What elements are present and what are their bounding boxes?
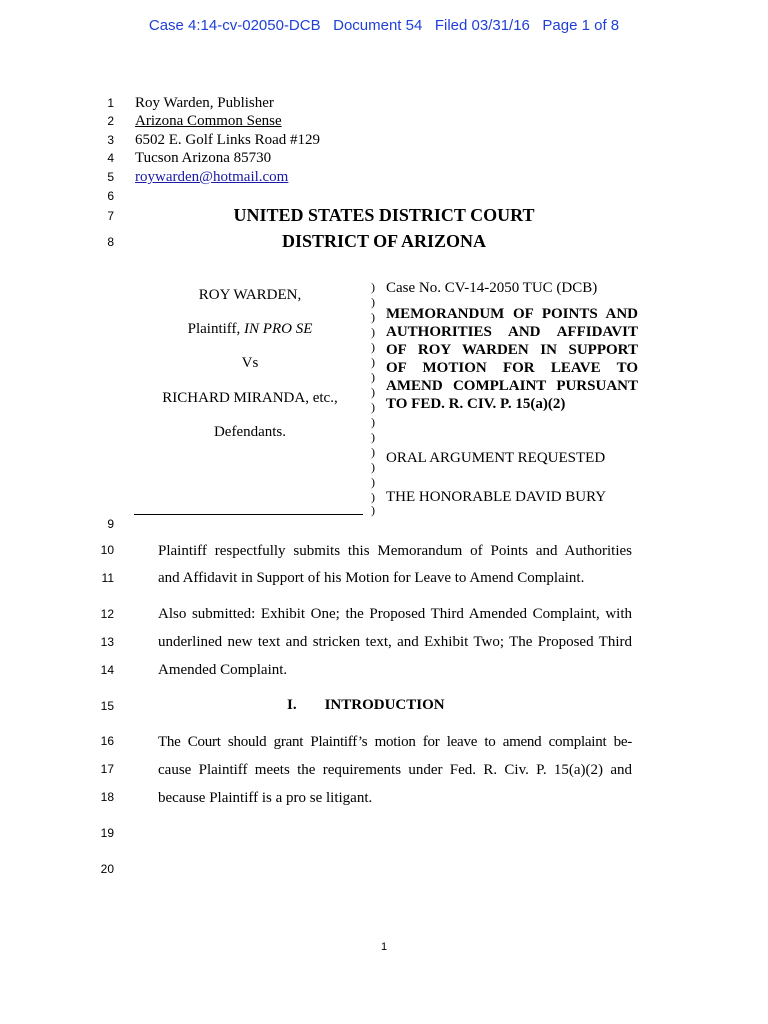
memo-title-line: OF ROY WARDEN IN SUPPORT	[386, 342, 638, 358]
plaintiff-role-text: Plaintiff,	[187, 321, 245, 337]
caption-paren: )	[371, 325, 375, 339]
section-number: I.	[287, 697, 297, 713]
caption-paren: )	[371, 385, 375, 399]
line-number: 12	[100, 607, 114, 621]
court-district: DISTRICT OF ARIZONA	[281, 231, 487, 251]
caption-paren: )	[371, 355, 375, 369]
paragraph-3-line-3: because Plaintiff is a pro se litigant.	[158, 790, 373, 806]
caption-paren: )	[371, 295, 375, 309]
section-title: INTRODUCTION	[324, 697, 445, 713]
caption-paren: )	[371, 310, 375, 324]
page-number: 1	[380, 941, 388, 953]
paragraph-2-line-3: Amended Complaint.	[158, 662, 288, 678]
line-number: 9	[107, 517, 114, 531]
plaintiff-role	[134, 321, 366, 338]
caption-paren: )	[371, 280, 375, 294]
paragraph-1-line-2: and Affidavit in Support of his Motion for Leave to Amend Complaint.	[158, 570, 585, 586]
caption-paren: )	[371, 370, 375, 384]
line-number: 13	[100, 635, 114, 649]
paragraph-2-line-1: Also submitted: Exhibit One; the Proposed Third Amended Complaint, with	[158, 606, 632, 622]
line-number: 3	[107, 133, 114, 147]
line-number: 2	[107, 114, 114, 128]
line-number: 11	[101, 571, 114, 585]
publication-link[interactable]: Arizona Common Sense	[135, 113, 282, 129]
memo-title-line: OF MOTION FOR LEAVE TO	[386, 360, 638, 376]
caption-paren: )	[371, 490, 375, 504]
email-link[interactable]: roywarden@hotmail.com	[135, 169, 289, 185]
line-number: 16	[100, 734, 114, 748]
line-number: 14	[100, 663, 114, 677]
caption-paren: )	[371, 400, 375, 414]
caption-paren: )	[371, 475, 375, 489]
paragraph-3-line-1: The Court should grant Plaintiff’s motion for leave to amend complaint be-	[158, 734, 632, 750]
versus: Vs	[241, 355, 259, 371]
judge-name: THE HONORABLE DAVID BURY	[386, 489, 607, 505]
caption-paren: )	[371, 503, 375, 517]
caption-paren: )	[371, 460, 375, 474]
line-number: 5	[107, 170, 114, 184]
memorandum-title	[386, 305, 638, 413]
caption-rule	[134, 514, 363, 515]
author-address-line2: Tucson Arizona 85730	[135, 150, 272, 166]
plaintiff-name: ROY WARDEN,	[198, 287, 302, 303]
line-number: 20	[100, 862, 114, 876]
section-heading	[287, 697, 445, 714]
memo-title-line: TO FED. R. CIV. P. 15(a)(2)	[386, 396, 566, 412]
line-number: 6	[107, 189, 114, 203]
oral-argument: ORAL ARGUMENT REQUESTED	[386, 450, 606, 466]
line-number: 18	[100, 790, 114, 804]
paragraph-1-line-1: Plaintiff respectfully submits this Memorandum of Points and Authorities	[158, 543, 632, 559]
line-number: 17	[100, 762, 114, 776]
memo-title-line: MEMORANDUM OF POINTS AND	[386, 306, 638, 322]
line-number: 4	[107, 151, 114, 165]
defendant-role: Defendants.	[213, 424, 287, 440]
case-number: Case No. CV-14-2050 TUC (DCB)	[386, 280, 598, 296]
memo-title-line: AUTHORITIES AND AFFIDAVIT	[386, 324, 638, 340]
case-header: Case 4:14-cv-02050-DCB Document 54 Filed 03/31/16 Page 1 of 8	[148, 17, 620, 34]
memo-title-line: AMEND COMPLAINT PURSUANT	[386, 378, 638, 394]
paragraph-3-line-2: cause Plaintiff meets the requirements under Fed. R. Civ. P. 15(a)(2) and	[158, 762, 632, 778]
plaintiff-role-italic: IN PRO SE	[244, 321, 313, 337]
line-number: 1	[107, 96, 114, 110]
author-address-line1: 6502 E. Golf Links Road #129	[135, 132, 320, 148]
caption-paren: )	[371, 340, 375, 354]
court-name: UNITED STATES DISTRICT COURT	[233, 205, 535, 225]
line-number: 19	[100, 826, 114, 840]
paragraph-2-line-2: underlined new text and stricken text, and Exhibit Two; The Proposed Third	[158, 634, 632, 650]
defendant-name: RICHARD MIRANDA, etc.,	[162, 390, 338, 406]
caption-paren: )	[371, 415, 375, 429]
caption-paren: )	[371, 430, 375, 444]
line-number: 7	[107, 209, 114, 223]
line-number: 8	[107, 235, 114, 249]
line-number: 15	[100, 699, 114, 713]
author-name: Roy Warden, Publisher	[135, 95, 274, 111]
line-number: 10	[100, 543, 114, 557]
caption-paren: )	[371, 445, 375, 459]
